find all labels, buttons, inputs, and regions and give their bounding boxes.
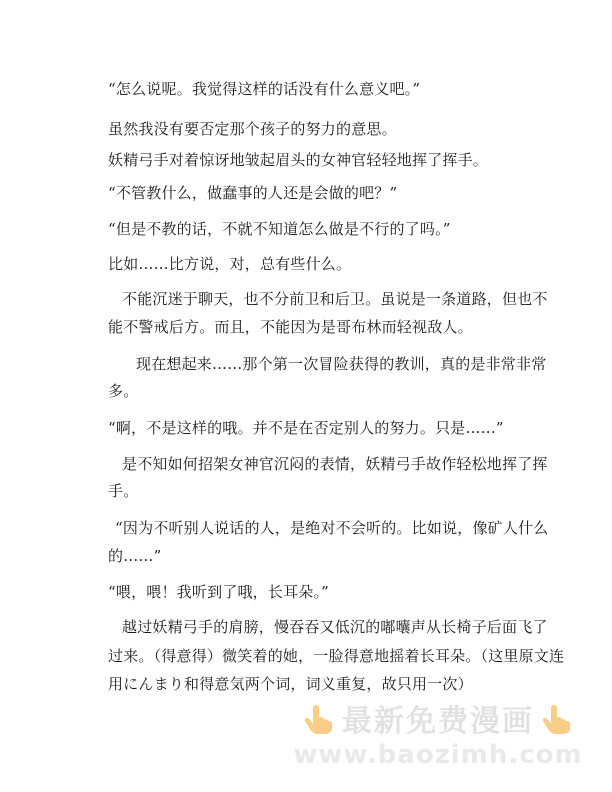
watermark-url: www.baozimh.com [293,740,583,770]
text-line: 的……” [108,547,162,565]
text-line: 是不知如何招架女神官沉闷的表情，妖精弓手故作轻松地挥了挥 [122,455,548,473]
pointing-hand-icon [302,701,336,735]
watermark-title-row [282,698,594,738]
text-line: 多。 [108,382,139,400]
watermark [282,692,594,778]
text-line: 妖精弓手对着惊讶地皱起眉头的女神官轻轻地挥了挥手。 [108,151,489,169]
text-line: “不管教什么，做蠢事的人还是会做的吧？” [108,184,398,202]
watermark-title: 最新免费漫画 [342,704,534,739]
text-line: 越过妖精弓手的肩膀，慢吞吞又低沉的嘟囔声从长椅子后面飞了 [122,618,548,636]
text-line: “因为不听别人说话的人，是绝对不会听的。比如说，像矿人什么 [115,519,549,537]
text-line: “怎么说呢。我觉得这样的话没有什么意义吧。” [108,80,421,98]
text-line: 虽然我没有要否定那个孩子的努力的意思。 [108,120,397,138]
text-line: 用にんまり和得意気两个词，词义重复，故只用一次） [108,675,473,693]
text-line: “但是不教的话，不就不知道怎么做是不行的了吗。” [108,220,451,238]
pointing-hand-icon [540,701,574,735]
text-line: 不能沉迷于聊天，也不分前卫和后卫。虽说是一条道路，但也不 [122,290,548,308]
text-line: “啊，不是这样的哦。并不是在否定别人的努力。只是……” [108,419,504,437]
text-line: 现在想起来……那个第一次冒险获得的教训，真的是非常非常 [136,355,547,373]
text-line: 比如……比方说，对，总有些什么。 [108,255,352,273]
text-line: 过来。（得意得）微笑着的她，一脸得意地摇着长耳朵。（这里原文连 [108,647,565,665]
text-line: “喂，喂！我听到了哦，长耳朵。” [108,583,330,601]
text-line: 能不警戒后方。而且，不能因为是哥布林而轻视敌人。 [108,318,473,336]
text-line: 手。 [108,482,139,500]
